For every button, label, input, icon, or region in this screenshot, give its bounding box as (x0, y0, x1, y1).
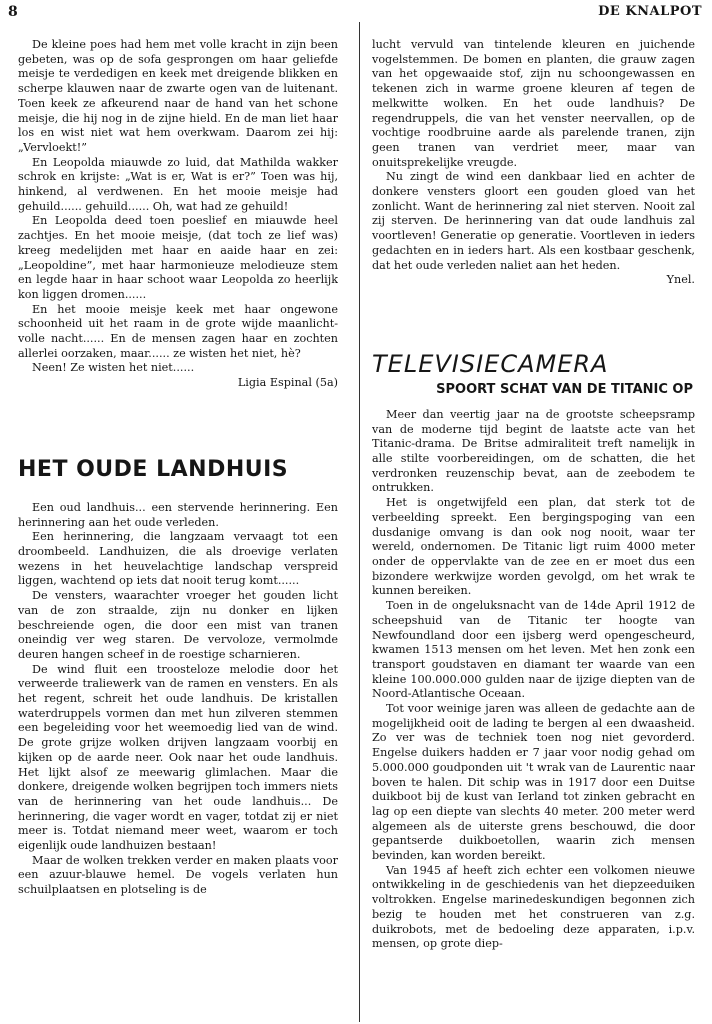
story-paragraph: En het mooie meisje keek met haar ongewone schoonheid uit het raam in de grote wijde maanlicht-volle nacht...... En de mensen zagen haar en zochten allerlei oorzaken, maar...... ze wisten het niet, hè? (18, 302, 338, 360)
page-number: 8 (8, 4, 18, 20)
article-subtitle: SPOORT SCHAT VAN DE TITANIC OP (436, 381, 693, 397)
story-paragraph: En Leopolda deed toen poeslief en miauwde heel zachtjes. En het mooie meisje, (dat toch ze lief was) kreeg medelijden met haar en aaide haar en zei: „Leopoldine”, met haar harmonieuze melodieuze stem en legde haar in haar schoot waar Leopolda zo heerlijk kon liggen dromen...... (18, 214, 338, 301)
article-paragraph: Maar de wolken trekken verder en maken plaats voor een azuur-blauwe hemel. De vogels verlaten hun schuilplaatsen en plotseling is de (18, 853, 338, 897)
article-paragraph: Het is ongetwijfeld een plan, dat sterk tot de verbeelding spreekt. Een bergingspoging van een dusdanige omvang is dan ook nog nooit, waar ter wereld, ondernomen. De Titanic ligt ruim 4000 meter onder de oppervlakte van de zee en er moet dus een bizondere werkwijze worden gevolgd, om het wrak te kunnen bereiken. (372, 496, 695, 598)
story-paragraph: De kleine poes had hem met volle kracht in zijn been gebeten, was op de sofa gesprongen om haar geliefde meisje te verdedigen en keek met dreigende blikken en scherpe klauwen naar de zwarte ogen van de luitenant. Toen keek ze afkeurend naar de hand van het schone meisje, die hij nog in de zijne hield. En de man liet haar los en wist niet wat hem overkwam. Daarom zei hij: „Vervloekt!” (18, 38, 338, 154)
column-divider (359, 22, 360, 1022)
article-paragraph: Toen in de ongeluksnacht van de 14de April 1912 de scheepshuid van de Titanic ter hoogte van Newfoundland door een ijsberg werd opengescheurd, kwamen 1513 mensen om het leven. Met hen zonk een transport goudstaven en diamant ter waarde van een kleine 100.000.000 gulden naar de ijzige diepten van de Noord-Atlantische Oceaan. (372, 599, 695, 701)
article-paragraph: Een oud landhuis... een stervende herinnering. Een herinnering aan het oude verleden. (18, 500, 338, 529)
page-header (8, 4, 704, 22)
story-paragraph: Neen! Ze wisten het niet...... (32, 361, 195, 375)
story-paragraph: En Leopolda miauwde zo luid, dat Mathilda wakker schrok en krijste: „Wat is er, Wat is er?” Toen was hij, hinkend, al verdwenen. En het mooie meisje had gehuild...... gehuild...... Oh, wat had ze gehuild! (18, 155, 338, 213)
right-column (372, 38, 695, 1022)
continued-paragraph: Nu zingt de wind een dankbaar lied en achter de donkere vensters gloort een gouden gloed van het zonlicht. Want de herinnering zal niet sterven. Nooit zal zij sterven. De herinnering van dat oude landhuis zal voortleven! Generatie op generatie. Voortleven in ieders gedachten en in ieders hart. Als een kostbaar geschenk, dat het oude verleden naliet aan het heden. (372, 170, 695, 272)
article-signature: Ynel. (666, 273, 695, 287)
article-paragraph: Tot voor weinige jaren was alleen de gedachte aan de mogelijkheid ooit de lading te bergen al een dwaasheid. Zo ver was de techniek toen nog niet gevorderd. Engelse duikers hadden er 7 jaar voor nodig gehad om 5.000.000 goudponden uit 't wrak van de Laurentic naar boven te halen. Dit schip was in 1917 door een Duitse duikboot bij de kust van Ierland tot zinken gebracht en lag op een diepte van slechts 40 meter. 200 meter werd algemeen als de uiterste grens beschouwd, die door gepantserde duikboetollen, waarin zich mensen bevinden, kan worden bereikt. (372, 702, 695, 863)
article-paragraph: Van 1945 af heeft zich echter een volkomen nieuwe ontwikkeling in de geschiedenis van het diepzeeduiken voltrokken. Engelse marinedeskundigen begonnen zich bezig te houden met het construeren van z.g. duikrobots, met de bedoeling deze apparaten, i.p.v. mensen, op grote diep- (372, 863, 695, 951)
article-title-televisiecamera: TELEVISIECAMERA (372, 349, 609, 378)
story-signature: Ligia Espinal (5a) (237, 376, 338, 390)
article-paragraph: De wind fluit een troosteloze melodie door het verweerde traliewerk van de ramen en vensters. En als het regent, schreit het oude landhuis. De kristallen waterdruppels vormen dan met hun zilveren stemmen een begeleiding voor het weemoedig lied van de wind. De grote grijze wolken drijven langzaam voorbij en kijken op de aarde neer. Ook naar het oude landhuis. Het lijkt alsof ze meewarig glimlachen. Maar die donkere, dreigende wolken begrijpen toch immers niets van de herinnering van het oude landhuis... De herinnering, die vager wordt en vager, totdat zij er niet meer is. Totdat niemand meer weet, waarom er toch eigenlijk oude landhuizen bestaan! (18, 662, 338, 853)
continued-paragraph: lucht vervuld van tintelende kleuren en juichende vogelstemmen. De bomen en planten, die grauw zagen van het opgewaaide stof, zijn nu schoongewassen en tekenen zich in warme groene kleuren af tegen de melkwitte wolken. En het oude landhuis? De regendruppels, die van het venster neervallen, op de vochtige roodbruine aarde als parelende tranen, zijn geen tranen van verdriet meer, maar van onuitsprekelijke vreugde. (372, 38, 695, 169)
article-paragraph: Een herinnering, die langzaam vervaagt tot een droombeeld. Landhuizen, die als droevige verlaten wezens in het heuvelachtige landschap verspreid liggen, wachtend op iets dat nooit terug komt...... (18, 530, 338, 588)
article-paragraph: De vensters, waarachter vroeger het gouden licht van de zon straalde, zijn nu donker en lijken beschreiende ogen, die door een mist van tranen oneindig ver weg staren. De vervoloze, vermolmde deuren hangen scheef in de roestige scharnieren. (18, 589, 338, 661)
publication-title: DE KNALPOT (598, 4, 702, 19)
article-title-landhuis: HET OUDE LANDHUIS (18, 456, 289, 482)
article-paragraph: Meer dan veertig jaar na de grootste scheepsramp van de moderne tijd begint de laatste acte van het Titanic-drama. De Britse admiraliteit treft namelijk in alle stilte voorbereidingen, om de schatten, die het verdronken reuzenschip bevat, aan de zeebodem te ontrukken. (372, 407, 695, 495)
left-column (18, 38, 338, 1022)
